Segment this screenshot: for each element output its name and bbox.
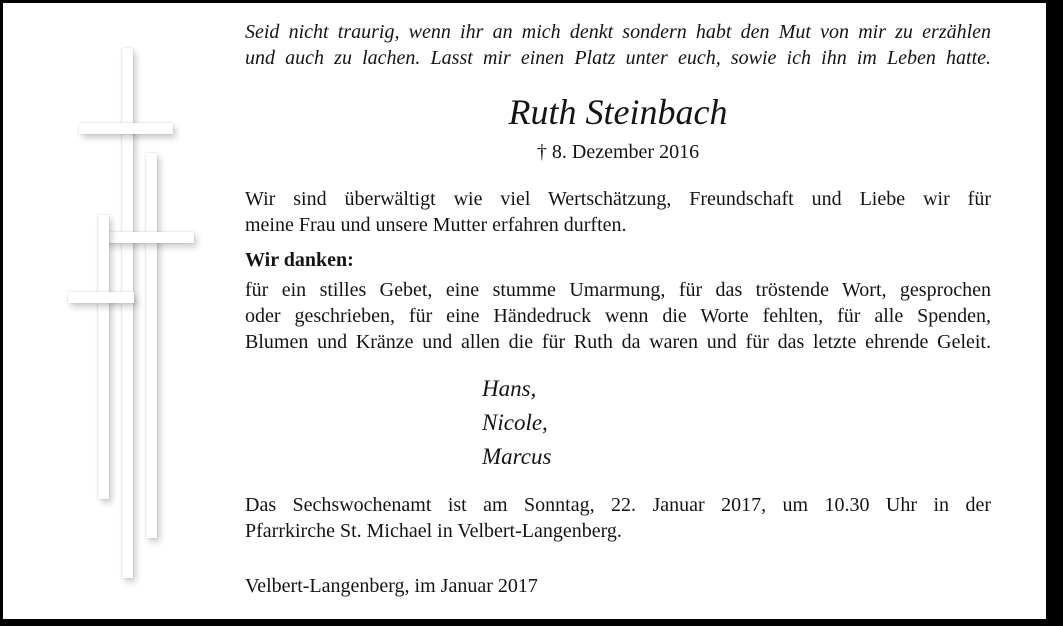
mourners-list bbox=[245, 372, 991, 474]
service-line: Das Sechswochenamt ist am Sonntag, 22. Januar 2017, um 10.30 Uhr in der bbox=[245, 494, 991, 516]
thanks-paragraph bbox=[245, 277, 991, 355]
death-date: † 8. Dezember 2016 bbox=[536, 141, 700, 163]
cross-icon bbox=[146, 153, 157, 538]
cross-icon bbox=[98, 215, 109, 499]
mourner-name: Marcus bbox=[482, 444, 552, 469]
thanks-line: für ein stilles Gebet, eine stumme Umarmung, für das tröstende Wort, gesprochen bbox=[245, 279, 991, 301]
epigraph bbox=[245, 19, 991, 71]
service-line: Pfarrkirche St. Michael in Velbert-Langenberg. bbox=[245, 520, 622, 542]
thanks-line: Blumen und Kränze und allen die für Ruth da waren und für das letzte ehrende Geleit. bbox=[245, 331, 991, 353]
thanks-line: oder geschrieben, für eine Händedruck wenn die Worte fehlten, für alle Spenden, bbox=[245, 305, 991, 327]
cross-icon bbox=[104, 232, 194, 243]
mourner-name: Hans, bbox=[482, 376, 537, 401]
tribute-line: meine Frau und unsere Mutter erfahren durften. bbox=[245, 214, 627, 236]
epigraph-line: Seid nicht traurig, wenn ihr an mich denkt sondern habt den Mut von mir zu erzählen bbox=[245, 21, 991, 43]
service-announcement bbox=[245, 492, 991, 544]
closing-place-date: Velbert-Langenberg, im Januar 2017 bbox=[245, 575, 538, 597]
tribute-paragraph bbox=[245, 186, 991, 238]
thanks-heading: Wir danken: bbox=[245, 249, 354, 271]
cross-icon bbox=[68, 292, 134, 303]
deceased-name: Ruth Steinbach bbox=[508, 92, 728, 132]
tribute-line: Wir sind überwältigt wie viel Wertschätzung, Freundschaft und Liebe wir für bbox=[245, 188, 991, 210]
mourner-name: Nicole, bbox=[482, 410, 548, 435]
epigraph-line: und auch zu lachen. Lasst mir einen Platz unter euch, sowie ich ihn im Leben hatte. bbox=[245, 47, 991, 69]
cross-icon bbox=[79, 123, 173, 134]
